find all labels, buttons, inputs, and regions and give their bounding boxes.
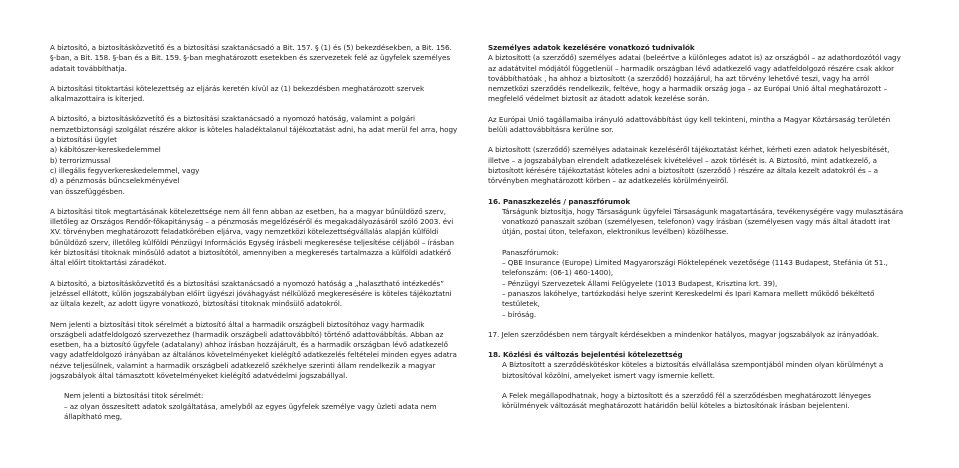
paragraph-data-rights: A biztosított (szerződő) személyes adatainak kezeléséről tájékoztatást kérhet, kérheti ezen adatok helyesbítését, illetve – a jogszabályban elrendelt adatkezelések kivételével – azok törlését is. A Biztosító, mint adatkezelő, a biztosított kérésére tájékoztatást köteles adni a biztosított (szerződő ) részére az általa kezelt adatokról és – a törvényben meghatározott körben – az adatkezelés körülményeiről. xyxy=(488,145,890,186)
paragraph-secret-exemption: A biztosítási titok megtartásának kötelezettsége nem áll fenn abban az esetben, ha a magyar bűnüldöző szerv, illetőleg az Országos Rendőr-főkapitányság – a pénzmosás megelőzéséről és megakadályozásáról szóló 2003. évi XV. törvényben meghatározott feladatkörében eljárva, vagy nemzetközi kötelezettségvállalás alapján külföldi bűnüldöző szerv, illetőleg külföldi Pénzügyi Információs Egység írásbeli megkeresése teljesítése céljából – írásban kér biztosítási titoknak minősülő adatot a biztosítótól, amennyiben a megkeresés tartalmazza a külföldi adatkérő által előírt titoktartási záradékot. xyxy=(50,206,454,268)
paragraph-third-country: Nem jelenti a biztosítási titok sérelmét a biztosító által a harmadik országbeli biztosítóhoz vagy harmadik országbeli adatfeldolgozó szervezethez (harmadik országbeli adattovábbító) történő adattovábbítás. Abban az esetben, ha a biztosító ügyfele (adatalany) ahhoz írásban hozzájárult, és a harmadik országban lévő adatkezelő vagy adatfeldolgozó irányában az általános követelményeket kielégítő adatkezelés feltételei minden egyes adatra nézve teljesülnek, valamint a harmadik országbeli adatkezelő székhelye szerinti állam rendelkezik a magyar jogszabályok által támasztott követelményeket kielégítő adatvédelmi jogszabállyal. xyxy=(50,319,457,381)
list-item: – bíróság. xyxy=(502,309,537,319)
list-item: van összefüggésben. xyxy=(50,186,125,196)
paragraph-change-notification: A Felek megállapodhatnak, hogy a biztosított és a szerződő fél a szerződésben meghatározott lényeges körülmények változását meghatározott határidőn belül köteles a biztosítónak írásban bejelenteni. xyxy=(502,391,872,411)
paragraph-authority-info: A biztosító, a biztosításközvetítő és a biztosítási szaktanácsadó a nyomozó hatóság, valamint a polgári nemzetbiztonsági szolgálat részére akkor is köteles haladéktalanul tájékoztatást adni, ha adat merül fel arra, hogy a biztosítási ügylet xyxy=(50,114,458,145)
paragraph-no-violation-intro: Nem jelenti a biztosítási titok sérelmét: xyxy=(64,391,204,401)
paragraph-personal-data-transfer: A biztosított (a szerződő) személyes adatai (beleértve a különleges adatot is) az országból – az adathordozótól vagy az adatátvitel módjától függetlenül – harmadik országban lévő adatkezelő vagy adatfeldolgozó részére csak akkor továbbíthatóak , ha ahhoz a biztosított (a szerződő) hozzájárul, ha azt törvény lehetővé teszi, vagy ha arról nemzetközi szerződés rendelkezik, feltéve, hogy a harmadik ország joga – az Európai Unió által meghatározott – megfelelő védelmet biztosít az átadott adatok kezelése során. xyxy=(488,53,901,104)
list-item: c) illegális fegyverkereskedelemmel, vagy xyxy=(50,165,200,175)
list-item: b) terrorizmussal xyxy=(50,155,111,165)
paragraph-disclosure-duty: A Biztosított a szerződéskötéskor köteles a biztosítás elvállalása szempontjából minden olyan körülményt a biztosítóval közölni, amelyeket ismert vagy ismernie kellett. xyxy=(502,360,884,380)
paragraph-data-transfer: A biztosító, a biztosításközvetítő és a biztosítási szaktanácsadó a Bit. 157. § (1) és (5) bekezdésekben, a Bit. 156. §-ban, a Bit. 158. §-ban és a Bit. 159. §-ban meghatározott esetekben és szervezetek felé az ügyfelek személyes adatait továbbíthatja. xyxy=(50,43,452,73)
paragraph-applicable-law: 17. Jelen szerződésben nem tárgyalt kérdésekben a mindenkor hatályos, magyar jogszabályok az irányadóak. xyxy=(488,329,879,339)
list-item: d) a pénzmosás bűncselekményével xyxy=(50,176,180,186)
paragraph-complaints: Társágunk biztosítja, hogy Társaságunk ügyfelei Társaságunk magatartására, tevékenységére vagy mulasztására vonatkozó panaszait szóban (személyesen, telefonon) vagy írásban (személyesen vagy más által átadott irat útján, postai úton, telefaxon, elektronikus levélben) közölhesse. xyxy=(502,206,904,237)
list-item: a) kábítószer-kereskedelemmel xyxy=(50,145,161,155)
paragraph-no-violation-item: – az olyan összesített adatok szolgáltatása, amelyből az egyes ügyfelek személye vagy üzleti adata nem állapítható meg, xyxy=(64,401,437,421)
section-heading-personal-data: Személyes adatok kezelésére vonatkozó tudnivalók xyxy=(488,43,695,52)
right-column xyxy=(488,43,908,412)
offence-list xyxy=(50,145,460,196)
complaint-forums-label: Panaszfórumok: xyxy=(502,247,559,257)
paragraph-confidentiality-scope: A biztosítási titoktartási kötelezettség az eljárás keretén kívül az (1) bekezdésben meghatározott szervek alkalmazottaira is kiterjed. xyxy=(50,83,425,104)
list-item: – Pénzügyi Szervezetek Állami Felügyelete (1013 Budapest, Krisztina krt. 39), xyxy=(502,278,778,288)
list-item: – panaszos lakóhelye, tartózkodási helye szerint Kereskedelmi és Ipari Kamara mellett működő békéltető testületek, xyxy=(502,288,875,309)
section-heading-disclosure: 18. Közlési és változás bejelentési kötelezettség xyxy=(488,350,683,360)
list-item: – QBE Insurance (Europe) Limited Magyarországi Fióktelepének vezetősége (1143 Budapest, Stefánia út 51., telefonszám: (06-1) 460-1400), xyxy=(502,258,888,278)
paragraph-urgent-measure: A biztosító, a biztosításközvetítő és a biztosítási szaktanácsadó a nyomozó hatóság a „halasztható intézkedés” jelzéssel ellátott, külön jogszabályban előírt ügyészi jóváhagyást nélkülöző megkeresésére is köteles tájékoztatni az ültala kezelt, az adott ügyre vonatkozó, biztosítási titoknak minősülő adatokról. xyxy=(50,278,452,309)
left-column xyxy=(50,43,460,422)
section-heading-complaints: 16. Panaszkezelés / panaszfórumok xyxy=(488,196,631,206)
complaint-forums-list xyxy=(488,258,908,320)
paragraph-eu-transfer: Az Európai Unió tagállamaiba irányuló adattovábbítást úgy kell tekinteni, mintha a Magyar Köztársaság területén belüli adattovábbításra kerülne sor. xyxy=(488,114,891,135)
